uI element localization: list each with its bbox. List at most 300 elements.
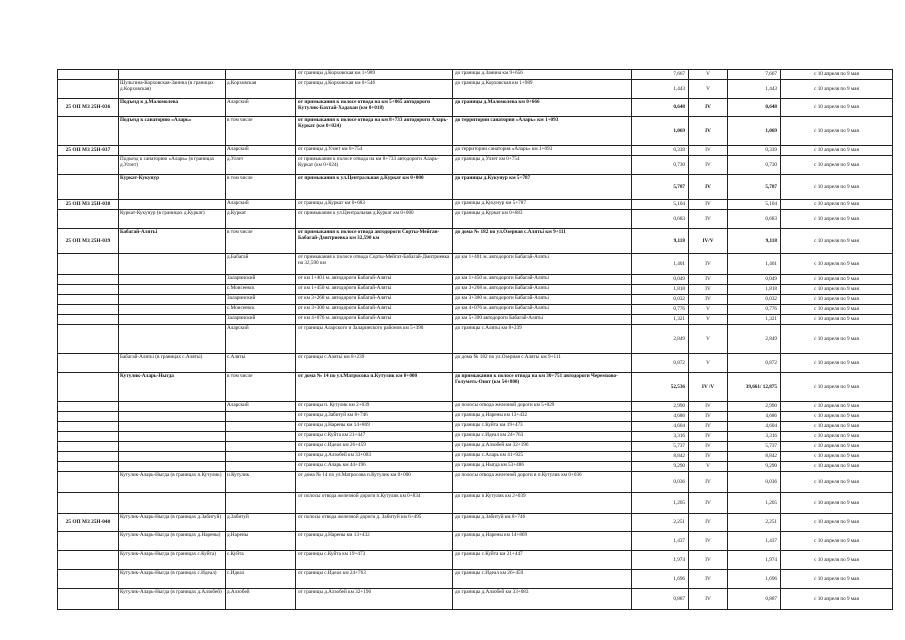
municipality-cell: Аларский	[226, 99, 296, 117]
road-closure-table	[57, 69, 893, 610]
municipality-cell: в том числе	[226, 229, 296, 254]
municipality-cell: с.Алятьі	[226, 354, 296, 373]
restriction-period-cell: с 10 апреля по 9 мая	[781, 452, 893, 462]
table-row	[58, 80, 893, 99]
road-name-cell	[119, 146, 226, 156]
category-cell: IV	[689, 452, 728, 462]
table-row	[58, 325, 893, 354]
to-point-cell: до границы д.Нарены км 14+869	[453, 532, 632, 551]
from-point-cell: от км 3+268 м. автодороги Бабагай-Алятьі	[296, 295, 453, 305]
from-point-cell: от км 1+401 м. автодороги Бабагай-Алятьі	[296, 275, 453, 285]
table-row	[58, 275, 893, 285]
length-cell: 0,872	[632, 354, 689, 373]
municipality-cell: д.Нарены	[226, 532, 296, 551]
from-point-cell: от примыкания к полосе отвода на км 5+065 автодороги Кутулик-Бахтай-Хадахан (км 0+018)	[296, 99, 453, 117]
category-cell: IV	[689, 285, 728, 295]
restriction-period-cell: с 10 апреля по 9 мая	[781, 354, 893, 373]
road-code-cell	[58, 210, 119, 229]
road-name-cell: Кутулик-Аларь-Ныгда (в границах с.Идеал)	[119, 570, 226, 589]
restriction-period-cell: с 10 апреля по 9 мая	[781, 99, 893, 117]
from-point-cell: от границы с.Идеал км 26+459	[296, 442, 453, 452]
restricted-length-cell: 0,049	[728, 275, 781, 285]
road-name-cell	[119, 285, 226, 295]
restricted-length-cell: 3,316	[728, 432, 781, 442]
restriction-period-cell: с 10 апреля по 9 мая	[781, 373, 893, 402]
road-name-cell: Кутулик-Аларь-Ныгда (в границах д.Алзобей)	[119, 589, 226, 610]
road-code-cell	[58, 442, 119, 452]
from-point-cell: от примыкания к полосе отвода автодороги Сорты-Мейган-Бабагай-Дмитриевка км 32,590 км	[296, 229, 453, 254]
restricted-length-cell: 0,648	[728, 99, 781, 117]
restriction-period-cell: с 10 апреля по 9 мая	[781, 402, 893, 412]
restriction-period-cell: с 10 апреля по 9 мая	[781, 80, 893, 99]
restriction-period-cell: с 10 апреля по 9 мая	[781, 532, 893, 551]
table-row	[58, 514, 893, 532]
category-cell: IV	[689, 570, 728, 589]
to-point-cell: до границы д.Улзет км 0+754	[453, 156, 632, 175]
from-point-cell: от границы д.Алзобей км 33+083	[296, 452, 453, 462]
restricted-length-cell: 1,974	[728, 551, 781, 570]
restricted-length-cell: 9,118	[728, 229, 781, 254]
table-row	[58, 305, 893, 315]
to-point-cell: до границы с.Аларь км 41+925	[453, 452, 632, 462]
length-cell: 1,443	[632, 80, 689, 99]
table-row	[58, 570, 893, 589]
to-point-cell: до границы д.Забитуй км 8+746	[453, 514, 632, 532]
municipality-cell: Заларинский	[226, 315, 296, 325]
restricted-length-cell: 5,787	[728, 175, 781, 200]
length-cell: 1,069	[632, 117, 689, 146]
road-name-cell	[119, 422, 226, 432]
restriction-period-cell: с 10 апреля по 9 мая	[781, 229, 893, 254]
from-point-cell: от км 3+300 м. автодороги Бабагай-Алятьі	[296, 305, 453, 315]
road-code-cell	[58, 285, 119, 295]
restriction-period-cell: с 10 апреля по 9 мая	[781, 589, 893, 610]
road-code-cell	[58, 532, 119, 551]
road-name-cell: Кутулик-Аларь-Ныгда (в границах д.Нарены)	[119, 532, 226, 551]
table-row	[58, 254, 893, 275]
to-point-cell: до км 3+300 м. автодороги Бабагай-Алятьі	[453, 295, 632, 305]
restriction-period-cell: с 10 апреля по 9 мая	[781, 493, 893, 514]
restricted-length-cell: 1,437	[728, 532, 781, 551]
road-code-cell	[58, 305, 119, 315]
category-cell: V	[689, 80, 728, 99]
from-point-cell: от примыкания к полосе отвода на км 8+733 автодороги Аларь-Куркат (км 0+024)	[296, 117, 453, 146]
municipality-cell	[226, 412, 296, 422]
road-name-cell: Кутулик-Аларь-Ныгда (в границах с.Куйта)	[119, 551, 226, 570]
from-point-cell: от границы Аларского и Заларинского районов км 5+390	[296, 325, 453, 354]
municipality-cell: д.Корховская	[226, 80, 296, 99]
road-name-cell	[119, 70, 226, 80]
category-cell: IV	[689, 551, 728, 570]
category-cell: V	[689, 70, 728, 80]
restriction-period-cell: с 10 апреля по 9 мая	[781, 442, 893, 452]
to-point-cell: до границы д.Нарены км 13+432	[453, 412, 632, 422]
length-cell: 5,104	[632, 200, 689, 210]
length-cell: 1,974	[632, 551, 689, 570]
length-cell: 0,648	[632, 99, 689, 117]
restricted-length-cell: 0,776	[728, 305, 781, 315]
table-row	[58, 551, 893, 570]
restriction-period-cell: с 10 апреля по 9 мая	[781, 70, 893, 80]
road-name-cell: Бабагай-Алятьі (в границах с.Алятьі)	[119, 354, 226, 373]
road-code-cell	[58, 156, 119, 175]
length-cell: 1,696	[632, 570, 689, 589]
category-cell: IV	[689, 210, 728, 229]
road-name-cell: Куркат-Кукунур (в границах д.Куркат)	[119, 210, 226, 229]
from-point-cell: от примыкания к ул.Центральная д.Куркат км 0+000	[296, 175, 453, 200]
category-cell: IV	[689, 175, 728, 200]
restricted-length-cell: 1,443	[728, 80, 781, 99]
to-point-cell: до границы д.Куркат км 0+683	[453, 210, 632, 229]
length-cell: 4,686	[632, 412, 689, 422]
table-row	[58, 432, 893, 442]
road-code-cell	[58, 80, 119, 99]
road-name-cell	[119, 432, 226, 442]
from-point-cell: от границы с.Аларь км 44+196	[296, 462, 453, 472]
table-row	[58, 402, 893, 412]
category-cell: IV	[689, 422, 728, 432]
road-name-cell	[119, 295, 226, 305]
restricted-length-cell: 1,321	[728, 315, 781, 325]
municipality-cell: Заларинский	[226, 295, 296, 305]
restricted-length-cell: 0,032	[728, 295, 781, 305]
municipality-cell: д.Алзобей	[226, 589, 296, 610]
to-point-cell: до территории санатория «Аларь» км 1+093	[453, 146, 632, 156]
table-body	[58, 70, 893, 610]
restriction-period-cell: с 10 апреля по 9 мая	[781, 325, 893, 354]
table-row	[58, 422, 893, 432]
municipality-cell: Аларский	[226, 146, 296, 156]
road-name-cell	[119, 412, 226, 422]
road-name-cell	[119, 315, 226, 325]
municipality-cell: с.Моисеевск	[226, 305, 296, 315]
restriction-period-cell: с 10 апреля по 9 мая	[781, 254, 893, 275]
road-name-cell: Кутулик-Аларь-Ныгда	[119, 373, 226, 402]
road-code-cell	[58, 412, 119, 422]
restriction-period-cell: с 10 апреля по 9 мая	[781, 472, 893, 493]
road-code-cell	[58, 452, 119, 462]
restriction-period-cell: с 10 апреля по 9 мая	[781, 462, 893, 472]
to-point-cell: до км 1+450 м. автодороги Бабагай-Алятьі	[453, 275, 632, 285]
category-cell: IV	[689, 432, 728, 442]
from-point-cell: от дома № 14 по ул.Матросова п.Кутулик км 0+000	[296, 373, 453, 402]
road-code-cell: 25 ОП МЗ 25Н-038	[58, 200, 119, 210]
restriction-period-cell: с 10 апреля по 9 мая	[781, 412, 893, 422]
restricted-length-cell: 5,104	[728, 200, 781, 210]
road-name-cell: Кутулик-Аларь-Ныгда (в границах п.Кутулик)	[119, 472, 226, 493]
to-point-cell: до границы д.Маломолева км 0+666	[453, 99, 632, 117]
from-point-cell: от км 1+450 м. автодороги Бабагай-Алятьі	[296, 285, 453, 295]
road-code-cell: 25 ОП МЗ 25Н-039	[58, 229, 119, 254]
road-name-cell	[119, 452, 226, 462]
restricted-length-cell: 2,990	[728, 402, 781, 412]
road-code-cell	[58, 175, 119, 200]
length-cell: 1,401	[632, 254, 689, 275]
category-cell: V	[689, 462, 728, 472]
category-cell: V	[689, 354, 728, 373]
road-name-cell	[119, 402, 226, 412]
from-point-cell: от границы д.Корховская км 1+989	[296, 70, 453, 80]
road-code-cell	[58, 70, 119, 80]
restricted-length-cell: 0,683	[728, 210, 781, 229]
municipality-cell: в том числе	[226, 175, 296, 200]
to-point-cell: до границы д.Алзобей км 33+083	[453, 589, 632, 610]
municipality-cell: д.Куркат	[226, 210, 296, 229]
category-cell: IV	[689, 442, 728, 452]
to-point-cell: до границы с.Алятьі км 8+239	[453, 325, 632, 354]
length-cell: 0,049	[632, 275, 689, 285]
length-cell: 1,205	[632, 493, 689, 514]
restriction-period-cell: с 10 апреля по 9 мая	[781, 275, 893, 285]
table-row	[58, 373, 893, 402]
road-name-cell: Подъезд к санаторию «Аларь»	[119, 117, 226, 146]
length-cell: 9,118	[632, 229, 689, 254]
to-point-cell: до дома № 182 по ул.Озерная с.Алятьі км 9+111	[453, 229, 632, 254]
table-row	[58, 285, 893, 295]
table-row	[58, 412, 893, 422]
restricted-length-cell: 2,251	[728, 514, 781, 532]
road-code-cell	[58, 422, 119, 432]
restricted-length-cell: 8,842	[728, 452, 781, 462]
table-row	[58, 452, 893, 462]
to-point-cell: до границы д.Алзобей км 32+196	[453, 442, 632, 452]
to-point-cell: до полосы отвода железной дороги км 5+029	[453, 402, 632, 412]
to-point-cell: до границы д.Занина км 9+656	[453, 70, 632, 80]
from-point-cell: от км 4+076 м. автодороги Бабагай-Алятьі	[296, 315, 453, 325]
from-point-cell: от границы с.Куйта км 19+473	[296, 551, 453, 570]
road-name-cell: Куркат-Кукунур	[119, 175, 226, 200]
table-row	[58, 229, 893, 254]
category-cell: IV	[689, 156, 728, 175]
restricted-length-cell: 1,818	[728, 285, 781, 295]
length-cell: 0,032	[632, 295, 689, 305]
from-point-cell: от границы с.Алятьі км 8+239	[296, 354, 453, 373]
to-point-cell: до территории санатория «Аларь» км 1+093	[453, 117, 632, 146]
table-row	[58, 156, 893, 175]
length-cell: 0,887	[632, 589, 689, 610]
road-code-cell	[58, 551, 119, 570]
from-point-cell: от границы с.Идеал км 24+763	[296, 570, 453, 589]
table-row	[58, 442, 893, 452]
road-code-cell	[58, 295, 119, 305]
table-row	[58, 462, 893, 472]
table-row	[58, 146, 893, 156]
from-point-cell: от полосы отвода железной дороги п.Кутулик км 0+834	[296, 493, 453, 514]
municipality-cell: д.Забитуй	[226, 514, 296, 532]
road-name-cell	[119, 254, 226, 275]
road-name-cell	[119, 305, 226, 315]
municipality-cell	[226, 422, 296, 432]
restriction-period-cell: с 10 апреля по 9 мая	[781, 315, 893, 325]
municipality-cell	[226, 432, 296, 442]
category-cell: V	[689, 325, 728, 354]
restriction-period-cell: с 10 апреля по 9 мая	[781, 295, 893, 305]
road-code-cell	[58, 462, 119, 472]
municipality-cell: в том числе	[226, 117, 296, 146]
from-point-cell: от примыкания к полосе отвода на км 8+733 автодороги Аларь-Куркат (км 0+024)	[296, 156, 453, 175]
road-code-cell	[58, 275, 119, 285]
category-cell: IV	[689, 295, 728, 305]
municipality-cell	[226, 70, 296, 80]
restricted-length-cell: 0,036	[728, 472, 781, 493]
road-code-cell	[58, 254, 119, 275]
municipality-cell: Аларский	[226, 402, 296, 412]
category-cell: V	[689, 315, 728, 325]
to-point-cell: до полосы отвода железной дороги в п.Кутулик км 0+036	[453, 472, 632, 493]
length-cell: 8,842	[632, 452, 689, 462]
length-cell: 3,316	[632, 432, 689, 442]
road-name-cell: Бабагай-Алятьі	[119, 229, 226, 254]
to-point-cell: до границы с.Идеал км 24+763	[453, 432, 632, 442]
length-cell: 52,536	[632, 373, 689, 402]
category-cell: IV	[689, 99, 728, 117]
restricted-length-cell: 0,730	[728, 156, 781, 175]
category-cell: IV	[689, 532, 728, 551]
road-name-cell	[119, 325, 226, 354]
length-cell: 0,036	[632, 472, 689, 493]
table-row	[58, 70, 893, 80]
from-point-cell: от границы д.Забитуй км 8+746	[296, 412, 453, 422]
road-code-cell	[58, 373, 119, 402]
restriction-period-cell: с 10 апреля по 9 мая	[781, 156, 893, 175]
length-cell: 0,683	[632, 210, 689, 229]
road-code-cell	[58, 493, 119, 514]
category-cell: IV	[689, 117, 728, 146]
restricted-length-cell: 0,339	[728, 146, 781, 156]
restriction-period-cell: с 10 апреля по 9 мая	[781, 570, 893, 589]
road-code-cell	[58, 315, 119, 325]
category-cell: IV	[689, 472, 728, 493]
length-cell: 2,990	[632, 402, 689, 412]
road-code-cell	[58, 325, 119, 354]
length-cell: 0,776	[632, 305, 689, 315]
restricted-length-cell: 0,872	[728, 354, 781, 373]
municipality-cell: п.Кутулик	[226, 472, 296, 493]
from-point-cell: от границы с.Куйта км 21+447	[296, 432, 453, 442]
from-point-cell: от примыкания к полосе отвода Сорты-Мейгат-Бабагай-Дмитриевка на 32,590 км	[296, 254, 453, 275]
length-cell: 9,290	[632, 462, 689, 472]
from-point-cell: от полосы отвода железной дороги д. Забитуй км 6+495	[296, 514, 453, 532]
to-point-cell: до границы д.Кукунур км 5+787	[453, 200, 632, 210]
from-point-cell: от границы д.Куркат км 0+683	[296, 200, 453, 210]
from-point-cell: от границы д.Нарены км 13+432	[296, 532, 453, 551]
from-point-cell: от границы д.Нарены км 14+869	[296, 422, 453, 432]
to-point-cell: до границы д.Корховская км 1+989	[453, 80, 632, 99]
road-name-cell	[119, 462, 226, 472]
from-point-cell: от границы п. Кутулик км 2+039	[296, 402, 453, 412]
table-row	[58, 472, 893, 493]
municipality-cell	[226, 462, 296, 472]
restriction-period-cell: с 10 апреля по 9 мая	[781, 200, 893, 210]
table-row	[58, 99, 893, 117]
road-name-cell: Подъезд к д.Маломолева	[119, 99, 226, 117]
table-row	[58, 295, 893, 305]
road-name-cell: Шульгина-Корховская-Занина (в границах д.Корховская)	[119, 80, 226, 99]
category-cell: IV	[689, 402, 728, 412]
restriction-period-cell: с 10 апреля по 9 мая	[781, 210, 893, 229]
to-point-cell: до границы с.Идеал км 26+459	[453, 570, 632, 589]
road-code-cell	[58, 354, 119, 373]
length-cell: 2,251	[632, 514, 689, 532]
length-cell: 5,737	[632, 442, 689, 452]
restricted-length-cell: 2,849	[728, 325, 781, 354]
restriction-period-cell: с 10 апреля по 9 мая	[781, 117, 893, 146]
restriction-period-cell: с 10 апреля по 9 мая	[781, 305, 893, 315]
road-code-cell	[58, 117, 119, 146]
table-row	[58, 210, 893, 229]
municipality-cell	[226, 452, 296, 462]
restriction-period-cell: с 10 апреля по 9 мая	[781, 175, 893, 200]
category-cell: IV	[689, 514, 728, 532]
restricted-length-cell: 7,667	[728, 70, 781, 80]
road-code-cell	[58, 589, 119, 610]
municipality-cell	[226, 442, 296, 452]
restriction-period-cell: с 10 апреля по 9 мая	[781, 285, 893, 295]
road-code-cell	[58, 402, 119, 412]
municipality-cell: в том числе	[226, 373, 296, 402]
table-row	[58, 532, 893, 551]
table-row	[58, 200, 893, 210]
category-cell: IV	[689, 254, 728, 275]
length-cell: 1,818	[632, 285, 689, 295]
road-code-cell	[58, 432, 119, 442]
municipality-cell: Заларинский	[226, 275, 296, 285]
to-point-cell: до границы д.Ныгда км 53+486	[453, 462, 632, 472]
road-name-cell	[119, 493, 226, 514]
municipality-cell: д.Улзет	[226, 156, 296, 175]
category-cell: IV /V	[689, 373, 728, 402]
restricted-length-cell: 5,737	[728, 442, 781, 452]
category-cell: IV/V	[689, 229, 728, 254]
category-cell: IV	[689, 275, 728, 285]
from-point-cell: от границы д.Улзет км 0+754	[296, 146, 453, 156]
restricted-length-cell: 1,401	[728, 254, 781, 275]
to-point-cell: до дома № 182 по ул.Озерная с.Алятьі км 9+111	[453, 354, 632, 373]
to-point-cell: до границы п.Кутулик км 2+039	[453, 493, 632, 514]
to-point-cell: до примыкания к полосе отвода на км 30+751 автодороги Черемхово-Голуметь-Онот (км 54+800)	[453, 373, 632, 402]
road-code-cell: 25 ОП МЗ 25Н-036	[58, 99, 119, 117]
length-cell: 0,339	[632, 146, 689, 156]
length-cell: 2,849	[632, 325, 689, 354]
to-point-cell: до границы с.Куйта км 19+473	[453, 422, 632, 432]
category-cell: IV	[689, 589, 728, 610]
to-point-cell: до км 5+390 автодороги Бабагай-Алятьі	[453, 315, 632, 325]
road-name-cell	[119, 442, 226, 452]
road-name-cell: Подъезд к санаторию «Аларь» (в границах д.Улзет)	[119, 156, 226, 175]
restricted-length-cell: 1,205	[728, 493, 781, 514]
to-point-cell: до км 3+268 м. автодороги Бабагай-Алятьі	[453, 285, 632, 295]
category-cell: IV	[689, 146, 728, 156]
length-cell: 5,787	[632, 175, 689, 200]
restriction-period-cell: с 10 апреля по 9 мая	[781, 551, 893, 570]
from-point-cell: от границы д.Алзобей км 32+196	[296, 589, 453, 610]
length-cell: 1,437	[632, 532, 689, 551]
restriction-period-cell: с 10 апреля по 9 мая	[781, 146, 893, 156]
to-point-cell: до км 1+401 м. автодороги Бабагай-Алятьі	[453, 254, 632, 275]
road-code-cell	[58, 570, 119, 589]
municipality-cell: с.Куйта	[226, 551, 296, 570]
road-name-cell: Кутулик-Аларь-Ныгда (в границах д.Забитуй)	[119, 514, 226, 532]
table-row	[58, 589, 893, 610]
road-name-cell	[119, 275, 226, 285]
municipality-cell: д.Бабагай	[226, 254, 296, 275]
to-point-cell: до границы с.Куйта км 21+447	[453, 551, 632, 570]
road-code-cell: 25 ОП МЗ 25Н-040	[58, 514, 119, 532]
to-point-cell: до границы д.Кукунур км 5+787	[453, 175, 632, 200]
table-row	[58, 493, 893, 514]
restricted-length-cell: 4,686	[728, 412, 781, 422]
municipality-cell: Аларский	[226, 325, 296, 354]
